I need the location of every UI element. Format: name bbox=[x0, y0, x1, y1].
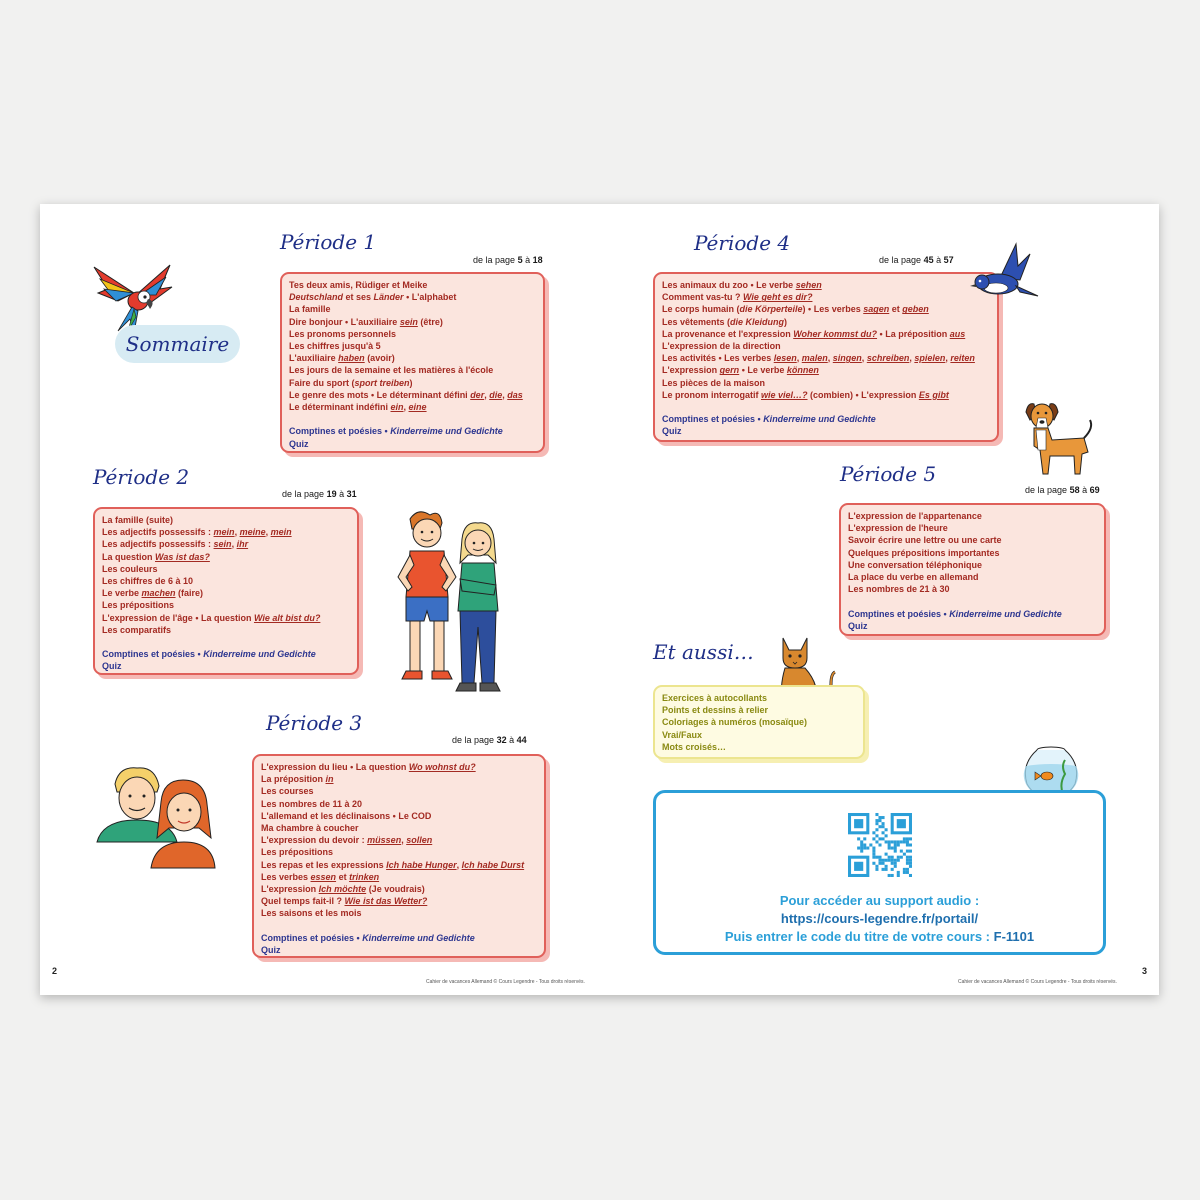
box-line bbox=[662, 303, 990, 315]
page-range-to: 57 bbox=[943, 255, 954, 265]
periode-1-box bbox=[280, 272, 545, 453]
box-line bbox=[261, 883, 537, 895]
line-segment: , bbox=[861, 353, 867, 364]
line-segment: Le verbe bbox=[102, 588, 142, 599]
box-line bbox=[261, 785, 537, 797]
line-segment: La question bbox=[102, 551, 156, 562]
line-segment: L'expression de l'âge • La question bbox=[102, 612, 254, 623]
box-line bbox=[662, 328, 990, 340]
box-line bbox=[289, 328, 536, 340]
box-line bbox=[261, 895, 537, 907]
box-line bbox=[662, 340, 990, 352]
line-segment: Kinderreime und Gedichte bbox=[362, 932, 475, 943]
line-segment: Ich habe Durst bbox=[461, 859, 525, 870]
box-line bbox=[261, 871, 537, 883]
line-segment: et bbox=[889, 304, 903, 315]
line-segment: mein bbox=[270, 527, 292, 538]
line-segment: sagen bbox=[863, 304, 890, 315]
box-extra-line bbox=[261, 932, 537, 944]
line-segment: Wo wohnst du? bbox=[408, 762, 476, 772]
box-extra-line bbox=[261, 944, 537, 956]
line-segment: • La préposition bbox=[877, 328, 950, 339]
et-aussi-title: Et aussi… bbox=[653, 640, 754, 664]
line-segment: L'expression bbox=[261, 884, 319, 895]
line-segment: Les nombres de 21 à 30 bbox=[848, 584, 950, 595]
box-line bbox=[102, 624, 350, 636]
box-extra-line bbox=[662, 413, 990, 425]
line-segment: , bbox=[827, 353, 833, 364]
box-line bbox=[102, 599, 350, 611]
line-segment: L'expression du lieu • La question bbox=[261, 762, 409, 772]
line-segment: L'expression de la direction bbox=[662, 341, 781, 352]
audio-code-label: Puis entrer le code du titre de votre cours : bbox=[724, 929, 990, 944]
audio-code-line bbox=[656, 928, 1103, 946]
line-segment: Le corps humain ( bbox=[662, 304, 740, 315]
box-line bbox=[289, 279, 536, 291]
page-range-prefix: de la page bbox=[452, 735, 495, 745]
line-segment: Kinderreime und Gedichte bbox=[390, 426, 503, 437]
line-segment: wie viel…? bbox=[761, 389, 808, 400]
line-segment: Quel temps fait-il ? bbox=[261, 896, 345, 907]
page-range-prefix: de la page bbox=[473, 255, 516, 265]
page-range-conj: à bbox=[1082, 485, 1088, 495]
line-segment: , bbox=[484, 389, 490, 400]
line-segment: Comptines et poésies • bbox=[289, 426, 391, 437]
line-segment: reiten bbox=[950, 353, 975, 364]
line-segment: Ich habe Hunger bbox=[386, 859, 457, 870]
line-segment: Woher kommst du? bbox=[793, 328, 878, 339]
line-segment: La préposition bbox=[261, 774, 326, 785]
line-segment: Ma chambre à coucher bbox=[261, 823, 359, 834]
line-segment: , bbox=[401, 835, 407, 846]
page-range-from: 58 bbox=[1069, 485, 1080, 495]
line-segment: Les pièces de la maison bbox=[662, 377, 766, 388]
box-line bbox=[662, 352, 990, 364]
page-range-from: 19 bbox=[326, 489, 337, 499]
line-segment: Kinderreime und Gedichte bbox=[763, 414, 876, 425]
line-segment: , bbox=[231, 539, 237, 550]
line-segment: Was ist das? bbox=[155, 551, 210, 562]
line-segment: , bbox=[945, 353, 951, 364]
box-line bbox=[848, 510, 1097, 522]
line-segment: Les prépositions bbox=[102, 600, 175, 611]
box-line bbox=[289, 364, 536, 376]
line-segment: Comptines et poésies • bbox=[261, 932, 363, 943]
qr-code-icon[interactable] bbox=[848, 813, 912, 877]
line-segment: (avoir) bbox=[364, 353, 395, 364]
box-line bbox=[102, 538, 350, 550]
box-line bbox=[102, 575, 350, 587]
line-segment: essen bbox=[310, 871, 337, 882]
line-segment: ) • Les verbes bbox=[802, 304, 864, 315]
line-segment: das bbox=[507, 389, 523, 400]
line-segment: sein bbox=[213, 539, 232, 550]
line-segment: et bbox=[336, 871, 350, 882]
box-line bbox=[102, 612, 350, 624]
line-segment: Les courses bbox=[261, 786, 314, 797]
line-segment: in bbox=[325, 774, 334, 785]
line-segment: Comment vas-tu ? bbox=[662, 292, 744, 303]
line-segment: Quelques prépositions importantes bbox=[848, 547, 1000, 558]
periode-2-title: Période 2 bbox=[93, 465, 190, 489]
audio-intro: Pour accéder au support audio : bbox=[779, 893, 980, 908]
copyright-right: Cahier de vacances Allemand © Cours Legendre - Tous droits réservés. bbox=[958, 979, 1117, 985]
periode-1-range bbox=[473, 255, 543, 265]
line-segment: sport treiben bbox=[354, 377, 410, 388]
periode-2-box bbox=[93, 507, 359, 675]
line-segment: Wie geht es dir? bbox=[743, 292, 813, 303]
copyright-left: Cahier de vacances Allemand © Cours Legendre - Tous droits réservés. bbox=[426, 979, 585, 985]
page-range-from: 32 bbox=[496, 735, 507, 745]
line-segment: können bbox=[786, 365, 819, 376]
box-spacer bbox=[102, 636, 350, 648]
line-segment: Comptines et poésies • bbox=[662, 414, 764, 425]
box-line bbox=[848, 583, 1097, 595]
box-extra-line bbox=[662, 425, 990, 437]
page-number-right: 3 bbox=[1142, 966, 1148, 976]
line-segment: die bbox=[489, 389, 503, 400]
box-line bbox=[261, 822, 537, 834]
page-range-to: 31 bbox=[346, 489, 357, 499]
box-line bbox=[261, 798, 537, 810]
page-range-conj: à bbox=[936, 255, 942, 265]
box-extra-line bbox=[848, 620, 1097, 632]
line-segment: Les vêtements ( bbox=[662, 316, 731, 327]
line-segment: Les repas et les expressions bbox=[261, 859, 387, 870]
page-range-to: 44 bbox=[516, 735, 527, 745]
line-segment: Les nombres de 11 à 20 bbox=[261, 798, 363, 809]
line-segment: spielen bbox=[914, 353, 946, 364]
line-segment: , bbox=[909, 353, 915, 364]
box-line bbox=[848, 571, 1097, 583]
line-segment: der bbox=[470, 389, 485, 400]
line-segment: haben bbox=[338, 353, 365, 364]
line-segment: aus bbox=[949, 328, 966, 339]
line-segment: Quiz bbox=[102, 661, 122, 672]
periode-3-range bbox=[452, 735, 527, 745]
line-segment: Tes deux amis, Rüdiger et Meike bbox=[289, 280, 428, 290]
box-extra-line bbox=[848, 608, 1097, 620]
line-segment: Le déterminant indéfini bbox=[289, 402, 391, 413]
box-line bbox=[261, 907, 537, 919]
box-line bbox=[289, 316, 536, 328]
line-segment: Les adjectifs possessifs : bbox=[102, 527, 214, 538]
box-extra-line bbox=[102, 648, 350, 660]
line-segment: (combien) • L'expression bbox=[807, 389, 919, 400]
periode-2-range bbox=[282, 489, 357, 499]
audio-url-link[interactable] bbox=[656, 910, 1103, 928]
periode-3-title: Période 3 bbox=[266, 711, 363, 735]
line-segment: Comptines et poésies • bbox=[102, 649, 204, 660]
box-line bbox=[289, 303, 536, 315]
page-number-left: 2 bbox=[52, 966, 58, 976]
line-segment: Les jours de la semaine et les matières à l'école bbox=[289, 365, 494, 376]
line-segment: L'expression du devoir : bbox=[261, 835, 368, 846]
box-line bbox=[662, 316, 990, 328]
line-segment: La place du verbe en allemand bbox=[848, 572, 979, 583]
line-segment: (faire) bbox=[175, 588, 204, 599]
box-extra-line bbox=[289, 438, 536, 450]
line-segment: Faire du sport ( bbox=[289, 377, 355, 388]
line-segment: Les chiffres jusqu'à 5 bbox=[289, 341, 381, 352]
line-segment: die Kleidung bbox=[730, 316, 785, 327]
periode-3-box bbox=[252, 754, 546, 958]
line-segment: Länder bbox=[373, 292, 404, 303]
line-segment: trinken bbox=[349, 871, 380, 882]
box-spacer bbox=[261, 920, 537, 932]
line-segment: sollen bbox=[406, 835, 433, 846]
periode-1-title: Période 1 bbox=[280, 230, 377, 254]
box-line bbox=[261, 834, 537, 846]
line-segment: Wie ist das Wetter? bbox=[344, 896, 428, 907]
page-range-to: 18 bbox=[532, 255, 543, 265]
line-segment: singen bbox=[832, 353, 862, 364]
line-segment: ) bbox=[784, 316, 788, 327]
line-segment: Quiz bbox=[289, 438, 309, 449]
line-segment: gern bbox=[719, 365, 740, 376]
line-segment: Savoir écrire une lettre ou une carte bbox=[848, 535, 1002, 546]
box-line bbox=[662, 377, 990, 389]
line-segment: die Körperteile bbox=[739, 304, 803, 315]
line-segment: sein bbox=[399, 316, 418, 327]
page-range-to: 69 bbox=[1089, 485, 1100, 495]
line-segment: machen bbox=[141, 588, 176, 599]
line-segment: , bbox=[502, 389, 508, 400]
line-segment: Quiz bbox=[261, 945, 281, 956]
page-range-prefix: de la page bbox=[879, 255, 922, 265]
box-line bbox=[662, 279, 990, 291]
page-range-prefix: de la page bbox=[1025, 485, 1068, 495]
line-segment: Les pronoms personnels bbox=[289, 328, 397, 339]
line-segment: eine bbox=[408, 402, 427, 413]
line-segment: lesen bbox=[773, 353, 797, 364]
line-segment: • L'alphabet bbox=[403, 292, 457, 303]
line-segment: malen bbox=[801, 353, 828, 364]
box-line bbox=[662, 389, 990, 401]
line-segment: Les verbes bbox=[261, 871, 311, 882]
periode-5-box bbox=[839, 503, 1106, 636]
periode-5-title: Période 5 bbox=[840, 462, 937, 486]
line-segment: meine bbox=[239, 527, 266, 538]
line-segment: L'expression bbox=[662, 365, 720, 376]
box-line bbox=[289, 377, 536, 389]
page-range-from: 45 bbox=[923, 255, 934, 265]
line-segment: Dire bonjour • L'auxiliaire bbox=[289, 316, 400, 327]
line-segment: ein bbox=[390, 402, 404, 413]
page-range-from: 5 bbox=[517, 255, 523, 265]
line-segment: (être) bbox=[417, 316, 443, 327]
line-segment: ) bbox=[409, 377, 413, 388]
box-line bbox=[289, 352, 536, 364]
et-aussi-box bbox=[653, 685, 865, 759]
line-segment: La famille (suite) bbox=[102, 515, 174, 525]
box-line bbox=[102, 526, 350, 538]
line-segment: Es gibt bbox=[918, 389, 949, 400]
box-line bbox=[102, 587, 350, 599]
box-line bbox=[662, 364, 990, 376]
line-segment: Les prépositions bbox=[261, 847, 334, 858]
blue-bird-icon bbox=[970, 240, 1040, 306]
line-segment: , bbox=[796, 353, 802, 364]
line-segment: et ses bbox=[343, 292, 374, 303]
box-line bbox=[261, 810, 537, 822]
periode-4-range bbox=[879, 255, 954, 265]
sommaire-label: Sommaire bbox=[115, 325, 240, 363]
line-segment: , bbox=[265, 527, 271, 538]
page-range-conj: à bbox=[339, 489, 345, 499]
page-range-prefix: de la page bbox=[282, 489, 325, 499]
periode-4-box bbox=[653, 272, 999, 442]
line-segment: , bbox=[403, 402, 409, 413]
box-line bbox=[261, 773, 537, 785]
two-faces-icon bbox=[95, 762, 217, 870]
line-segment: Quiz bbox=[662, 426, 682, 437]
box-line bbox=[662, 291, 990, 303]
box-line bbox=[848, 559, 1097, 571]
line-segment: Kinderreime und Gedichte bbox=[949, 608, 1062, 619]
box-spacer bbox=[848, 595, 1097, 607]
et-aussi-item: Mots croisés… bbox=[662, 741, 727, 752]
line-segment: Une conversation téléphonique bbox=[848, 559, 983, 570]
line-segment: müssen bbox=[367, 835, 402, 846]
line-segment: Comptines et poésies • bbox=[848, 608, 950, 619]
book-spread bbox=[40, 204, 1159, 995]
line-segment: Les chiffres de 6 à 10 bbox=[102, 576, 194, 587]
line-segment: L'expression de l'heure bbox=[848, 523, 948, 534]
periode-4-title: Période 4 bbox=[694, 231, 791, 255]
line-segment: sehen bbox=[795, 280, 822, 290]
et-aussi-item: Points et dessins à relier bbox=[662, 705, 769, 716]
line-segment: Deutschland bbox=[289, 292, 344, 303]
line-segment: Les saisons et les mois bbox=[261, 908, 362, 919]
parrot-icon bbox=[90, 259, 176, 334]
box-line bbox=[289, 389, 536, 401]
page-range-conj: à bbox=[525, 255, 531, 265]
audio-code: F-1101 bbox=[993, 929, 1035, 944]
box-line bbox=[261, 761, 537, 773]
et-aussi-item: Vrai/Faux bbox=[662, 729, 703, 740]
box-line bbox=[289, 340, 536, 352]
line-segment: Quiz bbox=[848, 620, 868, 631]
box-line bbox=[102, 551, 350, 563]
line-segment: mein bbox=[213, 527, 235, 538]
box-line bbox=[289, 291, 536, 303]
line-segment: , bbox=[456, 859, 462, 870]
line-segment: Les comparatifs bbox=[102, 624, 172, 635]
box-line bbox=[848, 522, 1097, 534]
box-line bbox=[102, 514, 350, 526]
line-segment: L'expression de l'appartenance bbox=[848, 511, 982, 521]
line-segment: geben bbox=[902, 304, 929, 315]
line-segment: • Le verbe bbox=[739, 365, 787, 376]
box-extra-line bbox=[102, 660, 350, 672]
box-extra-line bbox=[289, 425, 536, 437]
line-segment: ihr bbox=[236, 539, 249, 550]
line-segment: Les couleurs bbox=[102, 563, 158, 574]
box-spacer bbox=[662, 401, 990, 413]
line-segment: L'auxiliaire bbox=[289, 353, 339, 364]
line-segment: Les adjectifs possessifs : bbox=[102, 539, 214, 550]
periode-5-range bbox=[1025, 485, 1100, 495]
line-segment: Les activités • Les verbes bbox=[662, 353, 774, 364]
box-line bbox=[289, 401, 536, 413]
line-segment: Le pronom interrogatif bbox=[662, 389, 761, 400]
et-aussi-item: Exercices à autocollants bbox=[662, 693, 768, 703]
audio-support-box bbox=[653, 790, 1106, 955]
line-segment: Ich möchte bbox=[318, 884, 367, 895]
box-line bbox=[848, 547, 1097, 559]
box-line bbox=[102, 563, 350, 575]
box-line bbox=[848, 534, 1097, 546]
line-segment: La famille bbox=[289, 304, 331, 315]
box-line bbox=[261, 859, 537, 871]
boy-girl-standing-icon bbox=[390, 507, 502, 695]
box-line bbox=[261, 846, 537, 858]
line-segment: Les animaux du zoo • Le verbe bbox=[662, 280, 796, 290]
line-segment: (Je voudrais) bbox=[366, 884, 425, 895]
box-spacer bbox=[289, 413, 536, 425]
line-segment: Wie alt bist du? bbox=[253, 612, 321, 623]
et-aussi-item: Coloriages à numéros (mosaïque) bbox=[662, 717, 808, 728]
line-segment: La provenance et l'expression bbox=[662, 328, 794, 339]
dog-icon bbox=[1018, 398, 1096, 478]
line-segment: Kinderreime und Gedichte bbox=[203, 649, 316, 660]
line-segment: Le genre des mots • Le déterminant défini bbox=[289, 389, 471, 400]
audio-url[interactable]: https://cours-legendre.fr/portail/ bbox=[780, 911, 979, 926]
line-segment: L'allemand et les déclinaisons • Le COD bbox=[261, 810, 432, 821]
line-segment: schreiben bbox=[866, 353, 910, 364]
line-segment: , bbox=[234, 527, 240, 538]
page-range-conj: à bbox=[509, 735, 515, 745]
